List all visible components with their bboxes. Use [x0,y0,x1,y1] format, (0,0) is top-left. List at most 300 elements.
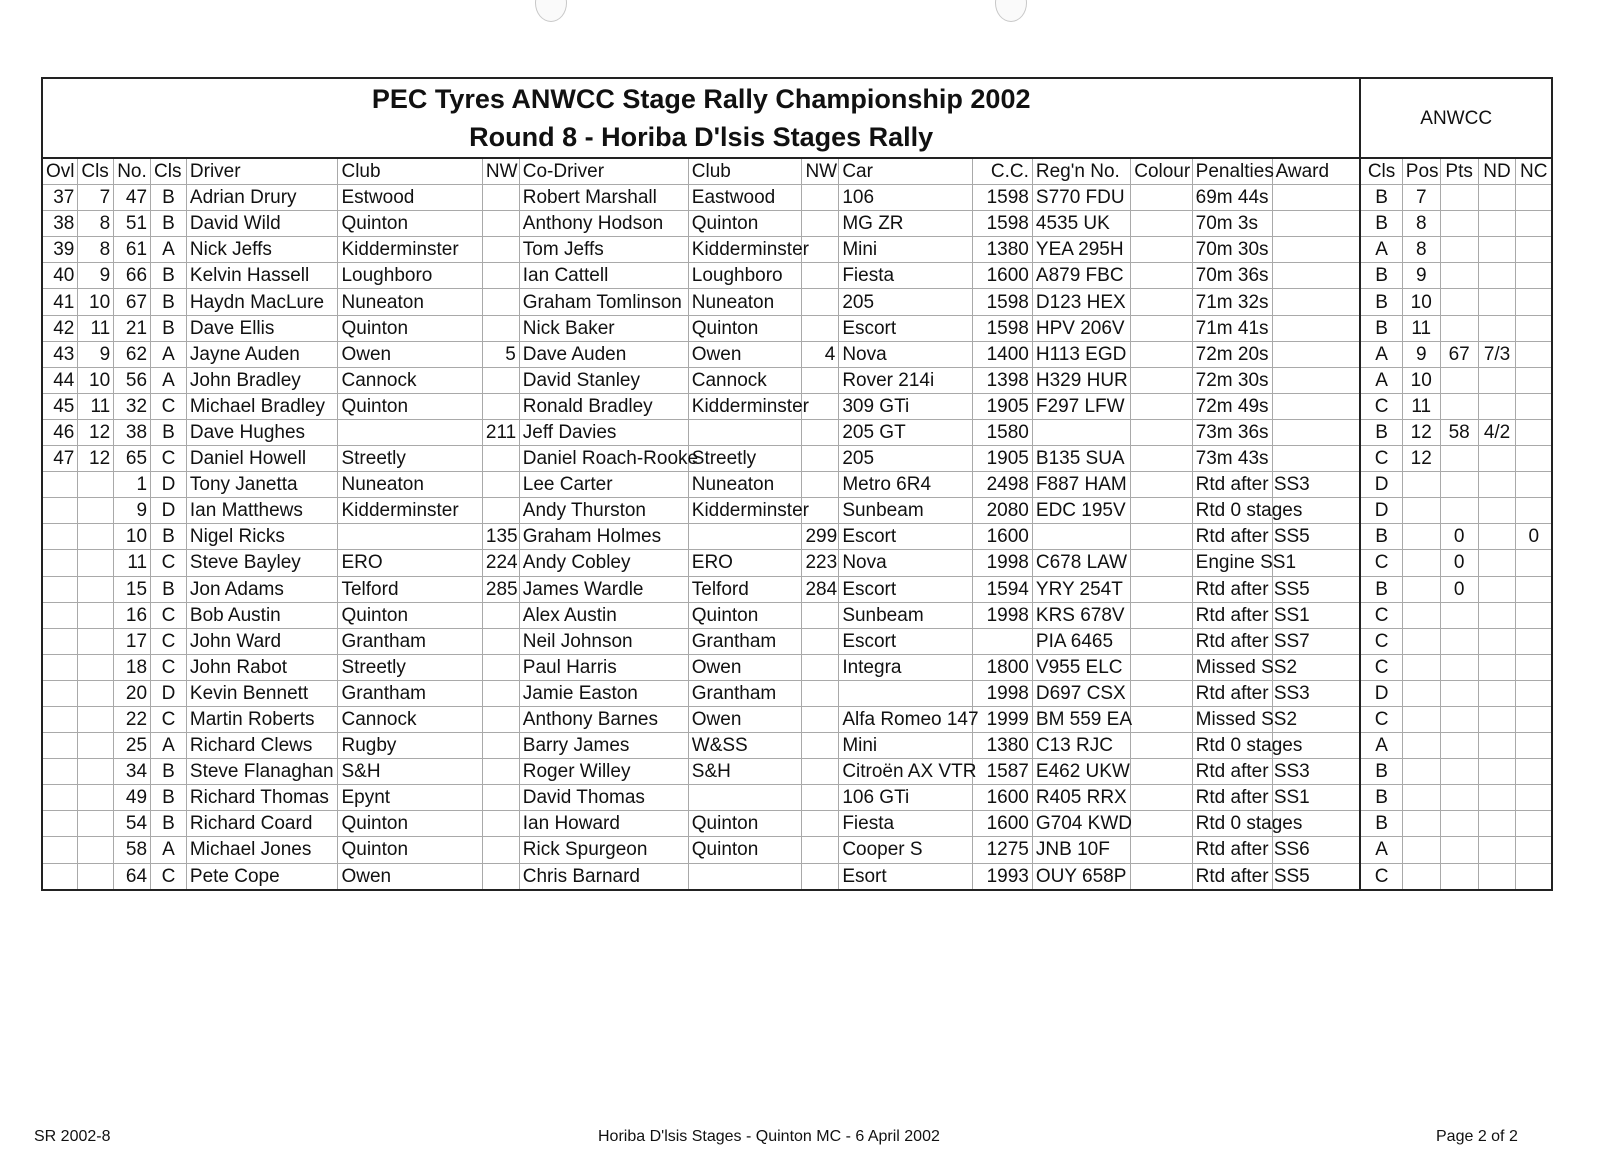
cell-ovl [42,602,78,628]
cell-class: A [151,733,187,759]
cell-cls [78,498,114,524]
cell-class: C [151,393,187,419]
cell-anwcc-pos [1402,498,1440,524]
cell-co-driver: Alex Austin [519,602,688,628]
cell-co-nw [802,315,839,341]
header-no: No. [114,158,151,185]
header-anwcc-nd: ND [1478,158,1516,185]
header-award: Award [1272,158,1360,185]
cell-club: Kidderminster [338,237,482,263]
cell-colour [1131,811,1192,837]
cell-cls [78,706,114,732]
cell-class: B [151,289,187,315]
cell-anwcc-pos: 7 [1402,185,1440,211]
cell-anwcc-nd [1478,446,1516,472]
cell-colour [1131,524,1192,550]
cell-reg-no: F297 LFW [1032,393,1130,419]
cell-no: 62 [114,341,151,367]
cell-anwcc-cls: C [1360,628,1402,654]
cell-co-club: S&H [688,759,802,785]
cell-co-club: Loughboro [688,263,802,289]
cell-anwcc-cls: A [1360,237,1402,263]
cell-colour [1131,393,1192,419]
cell-anwcc-nc [1516,446,1552,472]
cell-anwcc-pts [1440,367,1478,393]
cell-anwcc-nc [1516,263,1552,289]
header-co-nw: NW [802,158,839,185]
cell-club: Telford [338,576,482,602]
cell-anwcc-pos: 8 [1402,237,1440,263]
cell-co-nw [802,446,839,472]
cell-anwcc-nc [1516,498,1552,524]
cell-cls [78,602,114,628]
cell-class: C [151,654,187,680]
cell-cc: 1998 [973,550,1032,576]
cell-nw [482,315,519,341]
cell-cc: 1380 [973,237,1032,263]
table-row [42,680,1552,706]
cell-co-club: Kidderminster [688,498,802,524]
cell-anwcc-cls: B [1360,419,1402,445]
cell-co-driver: Ian Howard [519,811,688,837]
cell-co-nw [802,811,839,837]
cell-cls [78,628,114,654]
header-cls: Cls [78,158,114,185]
cell-award [1272,341,1360,367]
cell-reg-no: EDC 195V [1032,498,1130,524]
header-co-driver: Co-Driver [519,158,688,185]
cell-cc: 1598 [973,185,1032,211]
cell-co-driver: Paul Harris [519,654,688,680]
cell-colour [1131,863,1192,890]
cell-cls: 12 [78,446,114,472]
cell-club: Loughboro [338,263,482,289]
cell-car: 205 GT [839,419,973,445]
cell-reg-no: E462 UKW [1032,759,1130,785]
cell-class: C [151,706,187,732]
header-cc: C.C. [973,158,1032,185]
cell-co-club: Owen [688,654,802,680]
cell-co-club: Grantham [688,680,802,706]
cell-penalties: Rtd 0 stages [1192,498,1272,524]
header-anwcc-cls: Cls [1360,158,1402,185]
cell-colour [1131,211,1192,237]
cell-penalties: 73m 36s [1192,419,1272,445]
title-line-2: Round 8 - Horiba D'lsis Stages Rally [469,122,934,152]
cell-cc: 1275 [973,837,1032,863]
cell-anwcc-pts: 67 [1440,341,1478,367]
cell-reg-no: YRY 254T [1032,576,1130,602]
cell-ovl: 47 [42,446,78,472]
cell-anwcc-pts [1440,628,1478,654]
cell-cls: 9 [78,263,114,289]
cell-co-driver: Lee Carter [519,472,688,498]
cell-anwcc-pos: 9 [1402,263,1440,289]
cell-ovl [42,733,78,759]
cell-nw [482,211,519,237]
cell-cls [78,863,114,890]
cell-ovl: 44 [42,367,78,393]
cell-co-club: Owen [688,706,802,732]
cell-co-club: Telford [688,576,802,602]
cell-co-driver: Neil Johnson [519,628,688,654]
cell-penalties: 71m 32s [1192,289,1272,315]
cell-driver: Daniel Howell [186,446,338,472]
results-table [41,77,1553,891]
cell-co-club: Cannock [688,367,802,393]
cell-anwcc-pos [1402,524,1440,550]
cell-club: Grantham [338,628,482,654]
cell-anwcc-nd [1478,498,1516,524]
cell-cc: 1580 [973,419,1032,445]
cell-nw [482,472,519,498]
cell-anwcc-nd [1478,706,1516,732]
cell-anwcc-pts [1440,785,1478,811]
cell-anwcc-pos [1402,680,1440,706]
cell-class: C [151,602,187,628]
cell-nw: 135 [482,524,519,550]
cell-driver: Richard Clews [186,733,338,759]
table-row [42,576,1552,602]
cell-anwcc-cls: B [1360,524,1402,550]
cell-club: S&H [338,759,482,785]
cell-co-nw [802,785,839,811]
cell-colour [1131,367,1192,393]
cell-colour [1131,759,1192,785]
footer-left: SR 2002-8 [34,1128,111,1145]
punch-hole-right [995,0,1027,22]
cell-car: 106 GTi [839,785,973,811]
cell-penalties: Rtd after SS3 [1192,680,1272,706]
cell-car: MG ZR [839,211,973,237]
cell-penalties: 70m 36s [1192,263,1272,289]
cell-no: 32 [114,393,151,419]
cell-anwcc-pos: 11 [1402,315,1440,341]
cell-car: Rover 214i [839,367,973,393]
cell-no: 51 [114,211,151,237]
cell-nw [482,837,519,863]
cell-anwcc-nd [1478,785,1516,811]
cell-ovl: 37 [42,185,78,211]
cell-co-driver: Daniel Roach-Rooke [519,446,688,472]
cell-anwcc-nd [1478,524,1516,550]
cell-anwcc-nc [1516,289,1552,315]
cell-reg-no: D697 CSX [1032,680,1130,706]
cell-car: Esort [839,863,973,890]
cell-co-nw [802,289,839,315]
table-row [42,759,1552,785]
cell-award [1272,211,1360,237]
cell-anwcc-nc [1516,550,1552,576]
cell-co-nw [802,837,839,863]
cell-reg-no: F887 HAM [1032,472,1130,498]
cell-cc: 2498 [973,472,1032,498]
cell-co-nw [802,472,839,498]
cell-penalties: Rtd after SS6 [1192,837,1272,863]
cell-co-nw [802,211,839,237]
cell-anwcc-pts [1440,498,1478,524]
cell-reg-no: 4535 UK [1032,211,1130,237]
cell-anwcc-nc [1516,576,1552,602]
cell-club: Nuneaton [338,472,482,498]
cell-club: Nuneaton [338,289,482,315]
cell-anwcc-pos: 9 [1402,341,1440,367]
cell-co-nw [802,759,839,785]
cell-colour [1131,550,1192,576]
table-row [42,498,1552,524]
cell-ovl [42,654,78,680]
cell-penalties: Missed SS2 [1192,706,1272,732]
cell-co-nw [802,419,839,445]
cell-co-nw: 223 [802,550,839,576]
cell-driver: David Wild [186,211,338,237]
cell-cc: 1999 [973,706,1032,732]
cell-anwcc-pts [1440,211,1478,237]
cell-anwcc-nd [1478,680,1516,706]
cell-cc [973,628,1032,654]
results-sheet [41,77,1553,891]
cell-anwcc-pts [1440,315,1478,341]
cell-co-club: W&SS [688,733,802,759]
cell-co-club [688,863,802,890]
cell-no: 66 [114,263,151,289]
cell-car: Cooper S [839,837,973,863]
cell-driver: Dave Ellis [186,315,338,341]
table-row [42,524,1552,550]
cell-club: Cannock [338,706,482,732]
anwcc-header: ANWCC [1360,78,1552,158]
cell-class: C [151,863,187,890]
cell-anwcc-cls: B [1360,759,1402,785]
cell-anwcc-nc: 0 [1516,524,1552,550]
title-line-1: PEC Tyres ANWCC Stage Rally Championship 2002 [371,84,1031,114]
cell-anwcc-pts: 0 [1440,576,1478,602]
cell-anwcc-cls: B [1360,811,1402,837]
cell-penalties: 73m 43s [1192,446,1272,472]
header-anwcc-pts: Pts [1440,158,1478,185]
cell-anwcc-pos [1402,576,1440,602]
cell-anwcc-nd [1478,289,1516,315]
cell-ovl [42,524,78,550]
cell-penalties: 72m 30s [1192,367,1272,393]
cell-co-driver: Dave Auden [519,341,688,367]
cell-reg-no: S770 FDU [1032,185,1130,211]
cell-anwcc-pts [1440,393,1478,419]
cell-class: B [151,811,187,837]
cell-club: Quinton [338,602,482,628]
table-row [42,289,1552,315]
cell-class: C [151,628,187,654]
cell-anwcc-pts [1440,759,1478,785]
cell-no: 58 [114,837,151,863]
cell-driver: Kevin Bennett [186,680,338,706]
cell-colour [1131,185,1192,211]
cell-colour [1131,315,1192,341]
cell-anwcc-nc [1516,367,1552,393]
cell-co-nw [802,628,839,654]
cell-colour [1131,419,1192,445]
cell-ovl [42,550,78,576]
cell-cc: 1598 [973,289,1032,315]
cell-car: Nova [839,341,973,367]
cell-club: Estwood [338,185,482,211]
cell-anwcc-cls: C [1360,706,1402,732]
cell-colour [1131,706,1192,732]
cell-anwcc-nd [1478,185,1516,211]
cell-award [1272,263,1360,289]
cell-nw [482,811,519,837]
header-penalties: Penalties [1192,158,1272,185]
cell-colour [1131,289,1192,315]
cell-class: D [151,680,187,706]
cell-ovl [42,706,78,732]
cell-co-club: Grantham [688,628,802,654]
cell-co-driver: David Stanley [519,367,688,393]
cell-cls: 11 [78,393,114,419]
cell-anwcc-nd [1478,811,1516,837]
cell-anwcc-nd [1478,550,1516,576]
cell-colour [1131,602,1192,628]
cell-anwcc-cls: A [1360,367,1402,393]
cell-class: B [151,785,187,811]
cell-reg-no [1032,419,1130,445]
cell-colour [1131,680,1192,706]
cell-driver: Richard Thomas [186,785,338,811]
cell-anwcc-nd [1478,237,1516,263]
cell-co-nw [802,602,839,628]
cell-reg-no: H113 EGD [1032,341,1130,367]
cell-co-nw [802,706,839,732]
cell-co-club: ERO [688,550,802,576]
cell-nw [482,367,519,393]
cell-driver: Jayne Auden [186,341,338,367]
cell-anwcc-nd: 7/3 [1478,341,1516,367]
cell-co-driver: James Wardle [519,576,688,602]
cell-anwcc-cls: A [1360,733,1402,759]
cell-cc: 1998 [973,602,1032,628]
cell-no: 47 [114,185,151,211]
cell-nw [482,237,519,263]
cell-anwcc-nc [1516,811,1552,837]
cell-penalties: Rtd after SS5 [1192,863,1272,890]
cell-colour [1131,263,1192,289]
cell-anwcc-nc [1516,237,1552,263]
cell-co-nw [802,654,839,680]
cell-co-nw [802,263,839,289]
header-club: Club [338,158,482,185]
cell-ovl: 45 [42,393,78,419]
cell-co-driver: Roger Willey [519,759,688,785]
cell-cls [78,524,114,550]
cell-no: 65 [114,446,151,472]
cell-anwcc-nc [1516,863,1552,890]
cell-club: Cannock [338,367,482,393]
cell-class: B [151,524,187,550]
cell-anwcc-pts [1440,446,1478,472]
cell-anwcc-nc [1516,419,1552,445]
cell-ovl: 42 [42,315,78,341]
cell-club: Grantham [338,680,482,706]
cell-cls [78,785,114,811]
cell-anwcc-nc [1516,706,1552,732]
cell-driver: Nigel Ricks [186,524,338,550]
cell-colour [1131,576,1192,602]
cell-driver: Haydn MacLure [186,289,338,315]
cell-anwcc-pts: 0 [1440,550,1478,576]
table-row [42,811,1552,837]
cell-cls [78,680,114,706]
cell-no: 20 [114,680,151,706]
cell-cc: 1400 [973,341,1032,367]
cell-car: Fiesta [839,811,973,837]
cell-penalties: 71m 41s [1192,315,1272,341]
table-row [42,185,1552,211]
footer-right: Page 2 of 2 [1436,1128,1518,1145]
cell-reg-no: D123 HEX [1032,289,1130,315]
cell-cc: 1398 [973,367,1032,393]
cell-colour [1131,785,1192,811]
cell-car [839,680,973,706]
cell-anwcc-nd [1478,576,1516,602]
cell-no: 38 [114,419,151,445]
cell-cls: 10 [78,367,114,393]
report-title [42,78,1360,158]
cell-driver: Tony Janetta [186,472,338,498]
header-co-club: Club [688,158,802,185]
cell-nw [482,680,519,706]
cell-car: Nova [839,550,973,576]
cell-class: A [151,341,187,367]
cell-cc: 1998 [973,680,1032,706]
cell-award [1272,315,1360,341]
table-row [42,393,1552,419]
cell-anwcc-cls: C [1360,654,1402,680]
cell-nw [482,498,519,524]
cell-car: 106 [839,185,973,211]
cell-nw [482,393,519,419]
cell-club: Quinton [338,811,482,837]
cell-anwcc-cls: B [1360,211,1402,237]
cell-no: 15 [114,576,151,602]
table-row [42,263,1552,289]
cell-anwcc-pts: 58 [1440,419,1478,445]
cell-co-driver: Graham Holmes [519,524,688,550]
cell-anwcc-nc [1516,211,1552,237]
cell-reg-no: G704 KWD [1032,811,1130,837]
cell-cls: 10 [78,289,114,315]
cell-club: Owen [338,863,482,890]
cell-penalties: 72m 49s [1192,393,1272,419]
cell-anwcc-pos [1402,837,1440,863]
cell-no: 22 [114,706,151,732]
table-row [42,706,1552,732]
cell-penalties: Rtd after SS5 [1192,524,1272,550]
cell-award [1272,446,1360,472]
cell-car: Alfa Romeo 147 [839,706,973,732]
cell-co-driver: Robert Marshall [519,185,688,211]
cell-co-nw [802,367,839,393]
cell-award [1272,393,1360,419]
cell-cc: 1600 [973,263,1032,289]
cell-penalties: Rtd after SS7 [1192,628,1272,654]
table-row [42,419,1552,445]
cell-anwcc-nd [1478,211,1516,237]
cell-penalties: Rtd after SS3 [1192,759,1272,785]
cell-penalties: Rtd after SS1 [1192,785,1272,811]
cell-ovl: 38 [42,211,78,237]
cell-anwcc-nd [1478,733,1516,759]
cell-reg-no: HPV 206V [1032,315,1130,341]
